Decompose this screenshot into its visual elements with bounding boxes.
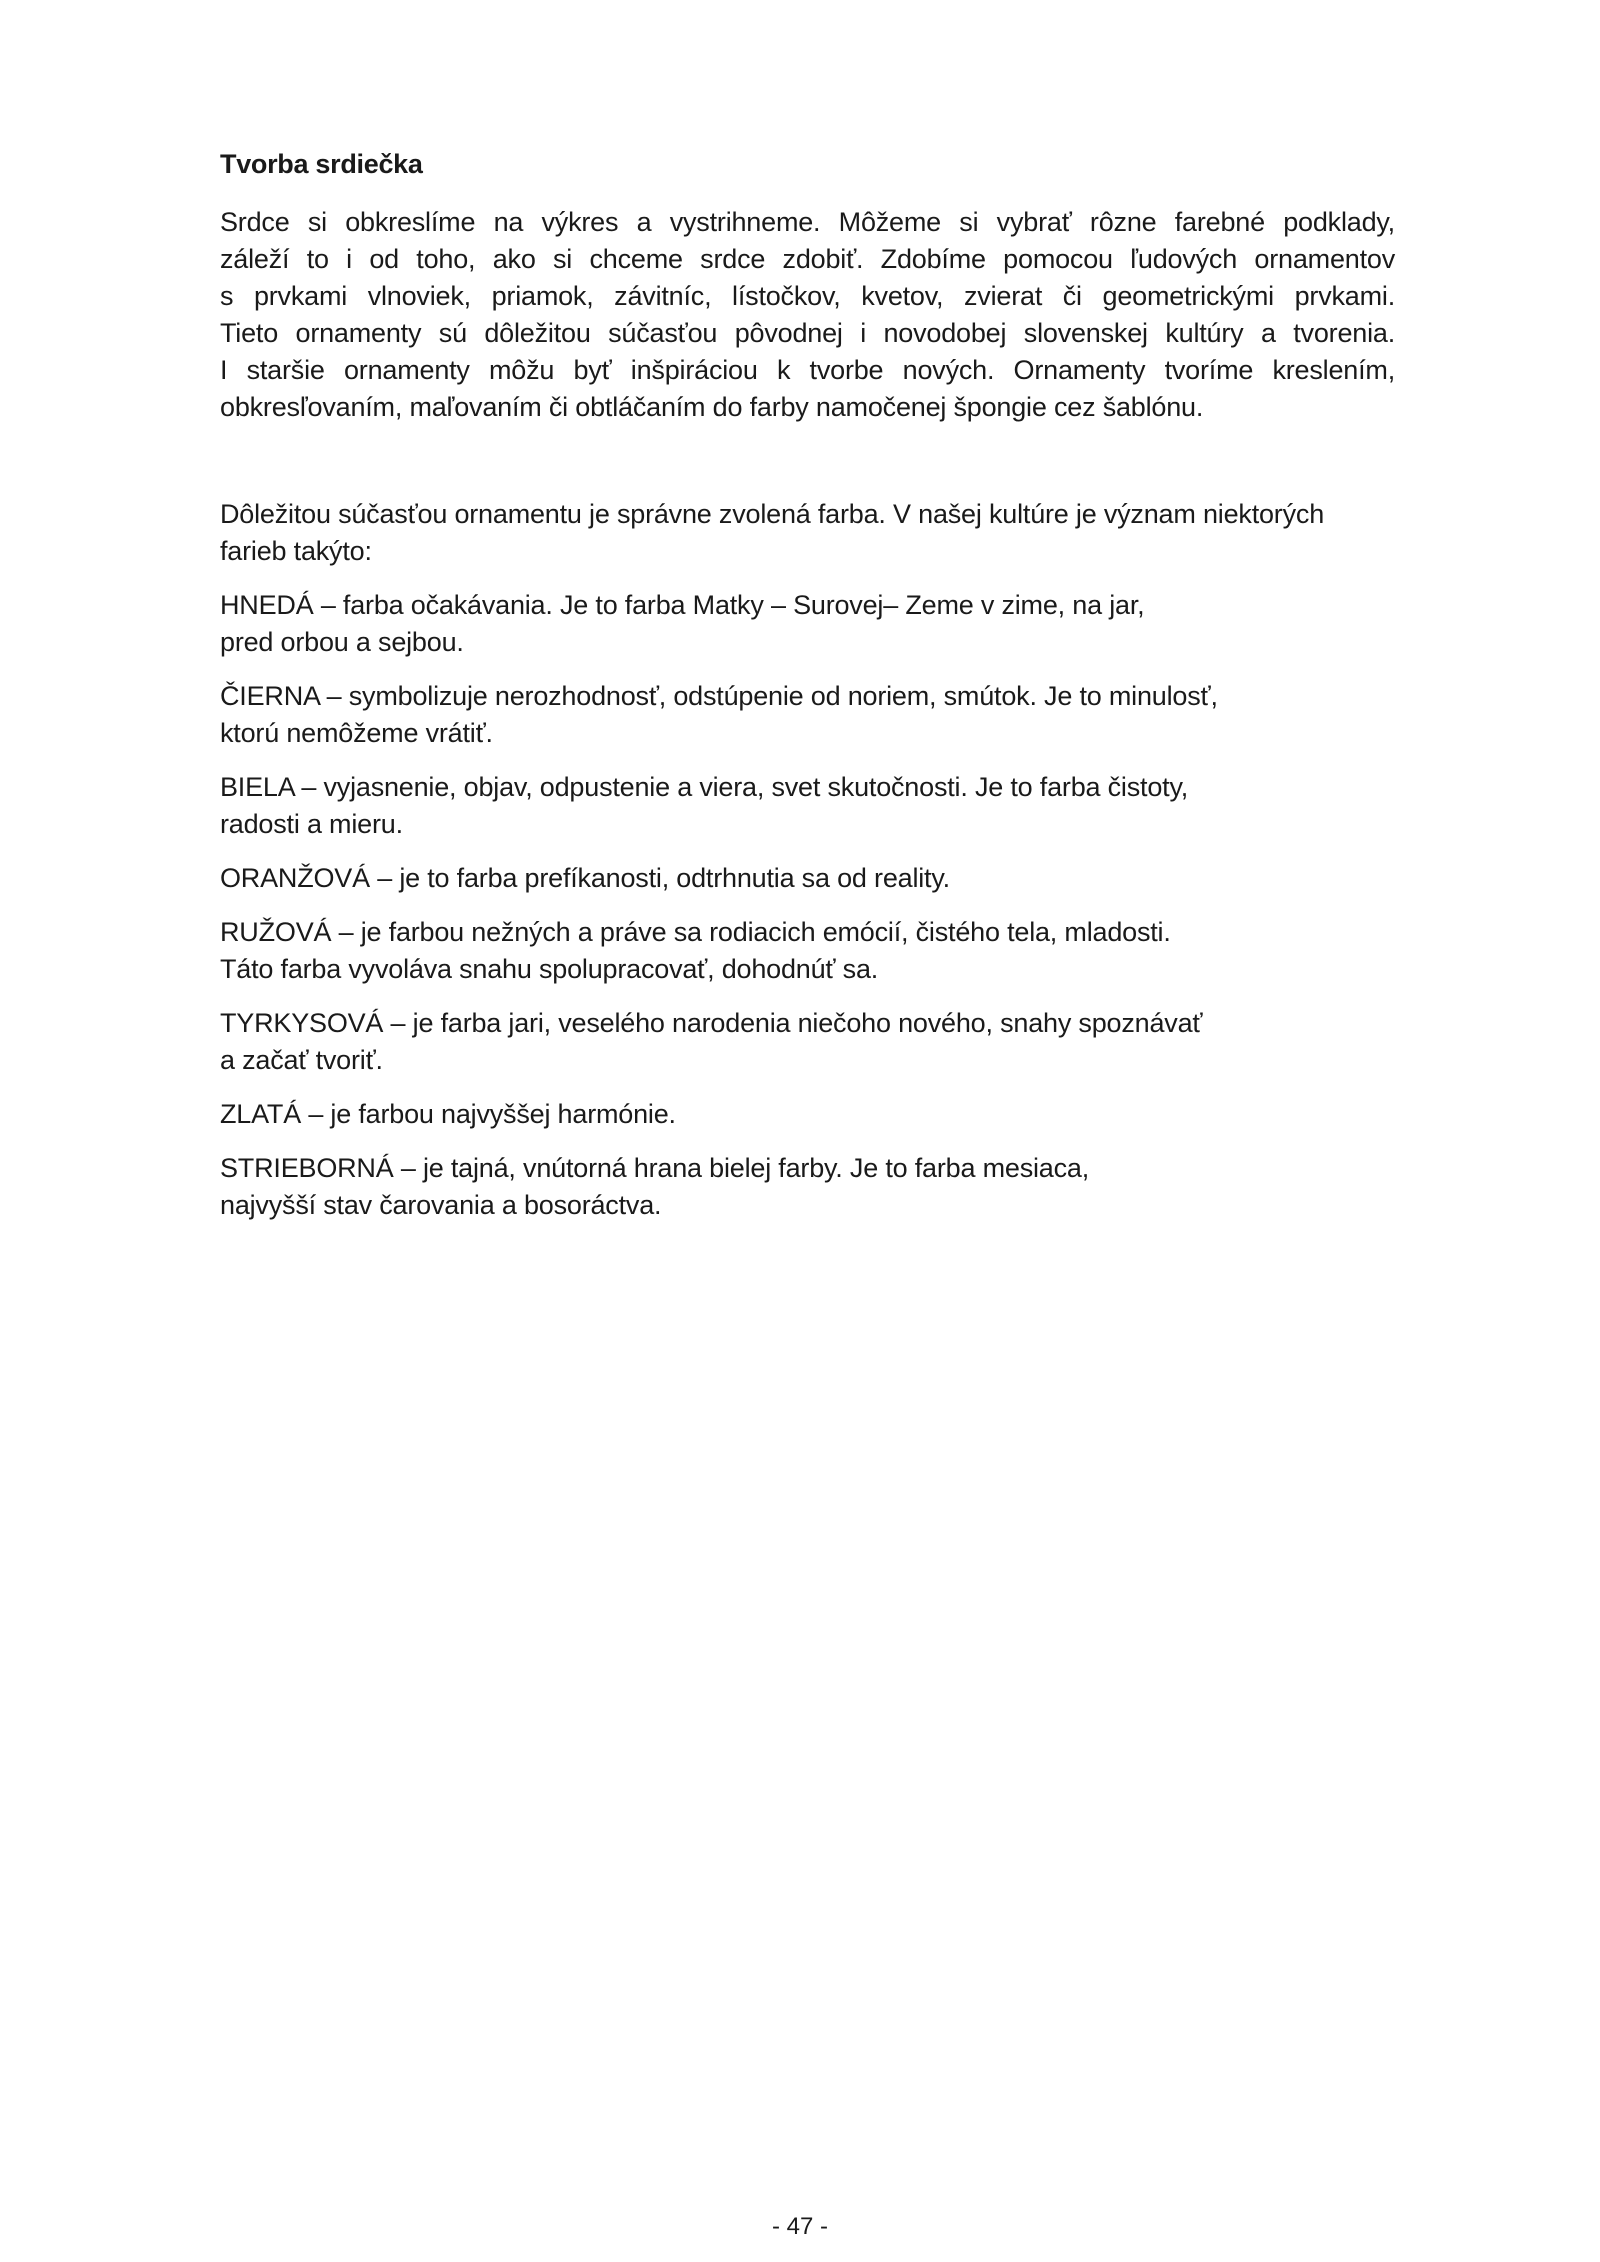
color-item-line: ZLATÁ – je farbou najvyššej harmónie. — [220, 1099, 676, 1129]
colors-intro-line: farieb takýto: — [220, 536, 372, 566]
color-item-line: radosti a mieru. — [220, 809, 403, 839]
intro-line: záleží to i od toho, ako si chceme srdce zdobiť. Zdobíme pomocou ľudových ornamentov — [220, 244, 1395, 274]
color-item-line: TYRKYSOVÁ – je farba jari, veselého narodenia niečoho nového, snahy spoznávať — [220, 1008, 1203, 1038]
color-item-line: STRIEBORNÁ – je tajná, vnútorná hrana bielej farby. Je to farba mesiaca, — [220, 1153, 1090, 1183]
color-item-cierna — [220, 678, 1395, 752]
intro-line: I staršie ornamenty môžu byť inšpiráciou k tvorbe nových. Ornamenty tvoríme kreslením, — [220, 355, 1395, 385]
intro-line: obkresľovaním, maľovaním či obtláčaním do farby namočenej špongie cez šablónu. — [220, 392, 1204, 422]
color-item-zlata — [220, 1096, 1395, 1133]
color-item-line: ktorú nemôžeme vrátiť. — [220, 718, 493, 748]
color-item-oranzova — [220, 860, 1395, 897]
color-item-tyrkysova — [220, 1005, 1395, 1079]
color-item-line: ČIERNA – symbolizuje nerozhodnosť, odstúpenie od noriem, smútok. Je to minulosť, — [220, 681, 1218, 711]
color-item-strieborna — [220, 1150, 1395, 1224]
color-item-line: pred orbou a sejbou. — [220, 627, 464, 657]
color-item-line: RUŽOVÁ – je farbou nežných a práve sa rodiacich emócií, čistého tela, mladosti. — [220, 917, 1171, 947]
intro-line: Tieto ornamenty sú dôležitou súčasťou pôvodnej i novodobej slovenskej kultúry a tvorenia. — [220, 318, 1395, 348]
page-content — [220, 146, 1395, 1241]
color-item-line: HNEDÁ – farba očakávania. Je to farba Matky – Surovej– Zeme v zime, na jar, — [220, 590, 1145, 620]
color-item-line: najvyšší stav čarovania a bosoráctva. — [220, 1190, 662, 1220]
color-item-line: BIELA – vyjasnenie, objav, odpustenie a viera, svet skutočnosti. Je to farba čistoty, — [220, 772, 1189, 802]
color-item-line: a začať tvoriť. — [220, 1045, 383, 1075]
color-item-line: ORANŽOVÁ – je to farba prefíkanosti, odtrhnutia sa od reality. — [220, 863, 950, 893]
color-meaning-list — [220, 587, 1395, 1224]
section-heading: Tvorba srdiečka — [220, 149, 423, 179]
colors-intro-line: Dôležitou súčasťou ornamentu je správne zvolená farba. V našej kultúre je význam niektorých — [220, 499, 1325, 529]
color-item-line: Táto farba vyvoláva snahu spolupracovať, dohodnúť sa. — [220, 954, 879, 984]
color-item-biela — [220, 769, 1395, 843]
color-item-hneda — [220, 587, 1395, 661]
colors-intro-paragraph — [220, 496, 1395, 570]
intro-line: Srdce si obkreslíme na výkres a vystrihneme. Môžeme si vybrať rôzne farebné podklady, — [220, 207, 1395, 237]
intro-paragraph — [220, 204, 1395, 426]
page-number: - 47 - — [771, 2213, 828, 2240]
color-item-ruzova — [220, 914, 1395, 988]
intro-line: s prvkami vlnoviek, priamok, závitníc, lístočkov, kvetov, zvierat či geometrickými prvkami. — [220, 281, 1395, 311]
